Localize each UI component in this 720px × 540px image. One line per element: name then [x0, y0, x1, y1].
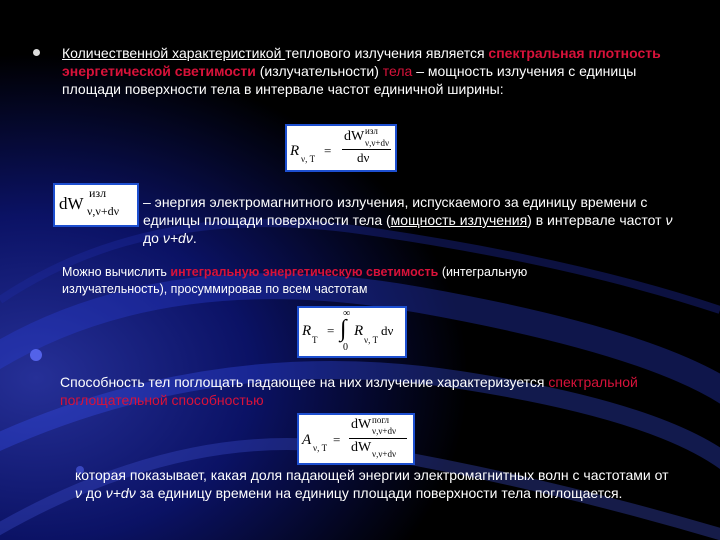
intro-lead-tail: теплового излучения является: [285, 45, 489, 61]
formula3-num-sub: ν,ν+dν: [372, 426, 397, 436]
spectral-density-term: спектральная плотность энергетической светимости: [62, 45, 661, 79]
dw-term-sup: изл: [89, 186, 107, 200]
formula2-upper: ∞: [343, 308, 351, 319]
formula-integral: [297, 306, 407, 358]
formula2-left-sub: T: [312, 335, 318, 345]
intro-aside: (излучательности): [255, 63, 383, 79]
integral-text2: (интегральную излучательность), просуммировав по всем частотам: [62, 265, 528, 296]
fraction-mid: до: [82, 485, 106, 501]
formula3-den-sub: ν,ν+dν: [372, 449, 397, 459]
radiation-power-link: мощность излучения: [390, 212, 528, 228]
fraction-text2: за единицу времени на единицу площади поверхности тела поглощается.: [135, 485, 623, 501]
formula1-eq: =: [324, 143, 332, 158]
dw-term-sub: ν,ν+dν: [87, 204, 120, 218]
absorption-paragraph: [60, 373, 660, 409]
formula2-integral: ∫: [340, 316, 347, 342]
dw-desc-text1: – энергия электромагнитного излучения, испускаемого за единицу времени с единицы площади поверхности тела (: [143, 194, 648, 228]
formula2-right-sub: ν, T: [364, 335, 379, 345]
formula2-right: R: [354, 323, 364, 339]
formula2-lower: 0: [343, 342, 348, 353]
formula2-eq: =: [327, 323, 335, 338]
integral-text1: Можно вычислить: [62, 265, 171, 279]
formula3-num-sup: погл: [372, 415, 390, 425]
absorption-text1: Способность тел поглощать падающее на них излучение характеризуется: [60, 374, 549, 390]
dw-desc-text2: ) в интервале частот: [527, 212, 666, 228]
dw-description: [143, 193, 683, 247]
dw-term-box: [53, 183, 139, 227]
fraction-paragraph: [75, 466, 675, 502]
dw-term-main: dW: [59, 194, 84, 213]
formula-spectral-density: [285, 124, 397, 172]
formula3-num: dW: [351, 417, 372, 432]
nu-symbol: ν: [665, 212, 673, 228]
intro-rest: – мощность излучения с единицы площади поверхности тела в интервале частот единичной ширины:: [62, 63, 637, 97]
intro-lead: Количественной характеристикой: [62, 45, 286, 61]
formula1-left-sub: ν, T: [301, 154, 316, 164]
dw-desc-end: .: [192, 230, 197, 246]
formula3-eq: =: [333, 432, 341, 447]
body-term: тела: [382, 63, 413, 79]
integral-paragraph: [62, 264, 622, 298]
formula3-left: A: [302, 432, 312, 448]
nu-dnu-symbol: ν+dν: [162, 230, 193, 246]
bullet-icon: [33, 49, 40, 56]
formula3-left-sub: ν, T: [313, 443, 328, 453]
formula2-left: R: [302, 323, 312, 339]
formula3-fraction-line: [349, 438, 407, 439]
formula1-num: dW: [344, 129, 365, 144]
intro-paragraph: [62, 44, 672, 98]
formula1-den: dν: [357, 150, 370, 165]
formula-absorption: [297, 413, 415, 465]
dw-desc-mid: до: [143, 230, 163, 246]
nu-symbol-2: ν: [75, 485, 82, 501]
fraction-text1: которая показывает, какая доля падающей энергии электромагнитных волн с частотами от: [75, 467, 669, 483]
absorption-term: спектральной поглощательной способностью: [60, 374, 638, 408]
integral-term: интегральную энергетическую светимость: [170, 265, 439, 279]
nu-dnu-symbol-2: ν+dν: [105, 485, 136, 501]
formula3-den: dW: [351, 440, 372, 455]
formula2-dnu: dν: [381, 323, 394, 338]
formula1-left: R: [290, 143, 300, 159]
formula1-num-sup: изл: [365, 126, 378, 136]
formula1-num-sub: ν,ν+dν: [365, 138, 390, 148]
